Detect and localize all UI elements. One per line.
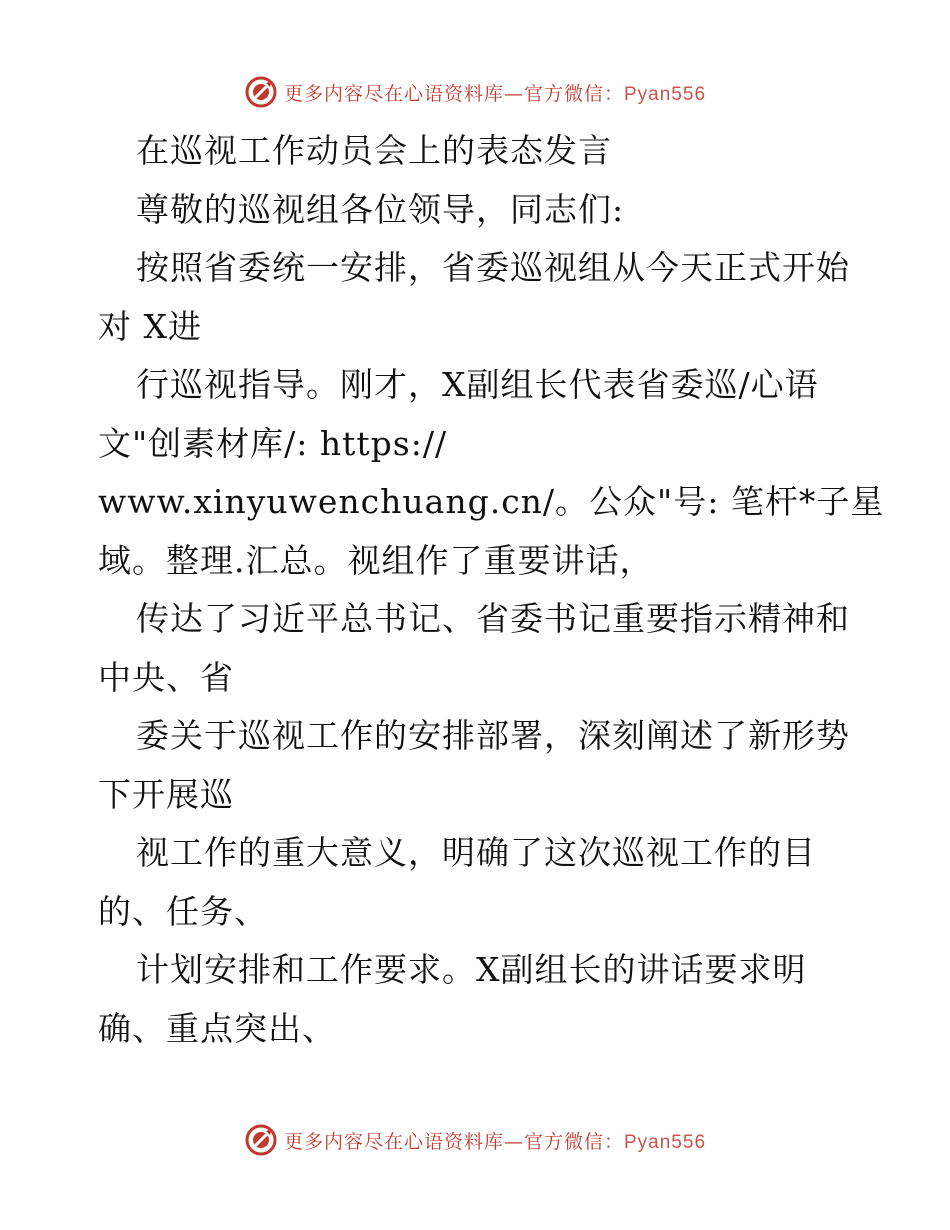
- document-title: 在巡视工作动员会上的表态发言: [136, 131, 612, 170]
- brand-logo-icon: [244, 1123, 278, 1157]
- paragraph-line: 确、重点突出、: [98, 1008, 336, 1048]
- paragraph-line: www.xinyuwenchuang.cn/。公众"号: 笔杆*子星: [98, 482, 885, 521]
- banner-text: 更多内容尽在心语资料库—官方微信：Pyan556: [283, 1130, 707, 1153]
- wechat-id: Pyan556: [624, 1131, 707, 1153]
- paragraph-line: 计划安排和工作要求。X副组长的讲话要求明: [136, 950, 807, 989]
- brand-logo-icon: [244, 75, 278, 109]
- paragraph-line: 委关于巡视工作的安排部署，深刻阐述了新形势: [136, 716, 850, 755]
- paragraph-line: 传达了习近平总书记、省委书记重要指示精神和: [136, 599, 850, 638]
- paragraph-line: 的、任务、: [98, 891, 268, 931]
- paragraph-line: 下开展巡: [98, 774, 234, 814]
- banner-text: 更多内容尽在心语资料库—官方微信：Pyan556: [283, 82, 707, 105]
- salutation: 尊敬的巡视组各位领导，同志们:: [136, 189, 625, 229]
- paragraph-line: 中央、省: [98, 657, 234, 697]
- paragraph-line: 按照省委统一安排，省委巡视组从今天正式开始: [136, 248, 850, 287]
- paragraph-line: 域。整理.汇总。视组作了重要讲话，: [98, 540, 654, 580]
- document-body: [98, 122, 885, 1058]
- paragraph-line: 行巡视指导。刚才，X副组长代表省委巡/心语: [136, 365, 819, 404]
- wechat-id: Pyan556: [624, 83, 707, 105]
- header-banner: [0, 72, 950, 112]
- footer-banner: [0, 1120, 950, 1160]
- paragraph-line: 文"创素材库/: https://: [98, 423, 448, 463]
- paragraph-line: 视工作的重大意义，明确了这次巡视工作的目: [136, 833, 816, 872]
- paragraph-line: 对 X进: [98, 306, 202, 346]
